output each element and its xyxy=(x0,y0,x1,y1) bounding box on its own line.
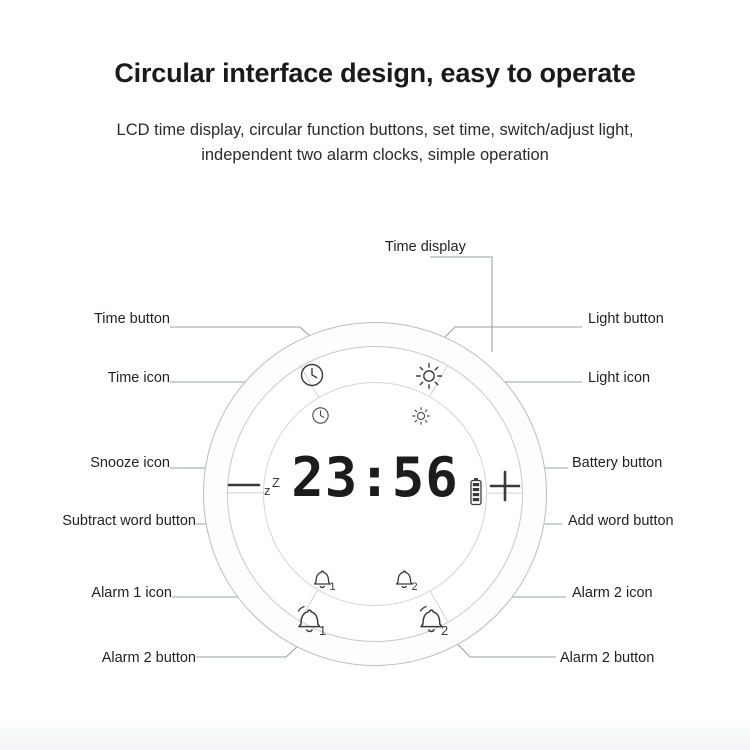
subtitle-line-1: LCD time display, circular function buttons, set time, switch/adjust light, xyxy=(116,121,634,139)
label-light-icon: Light icon xyxy=(588,370,651,386)
sun-icon[interactable] xyxy=(415,362,443,390)
add-button[interactable] xyxy=(489,470,521,502)
svg-text:z: z xyxy=(264,483,271,498)
label-alarm-2-button-right: Alarm 2 button xyxy=(560,650,655,666)
label-add-word-button: Add word button xyxy=(568,513,674,529)
alarm-2-button[interactable] xyxy=(415,604,453,640)
svg-text:Z: Z xyxy=(272,475,280,490)
subtitle-line-2: independent two alarm clocks, simple operation xyxy=(201,146,549,164)
label-time-icon: Time icon xyxy=(107,370,170,386)
clock-icon[interactable] xyxy=(299,362,325,388)
label-time-display: Time display xyxy=(385,239,466,255)
label-time-button: Time button xyxy=(93,311,170,327)
page-title: Circular interface design, easy to operate xyxy=(114,58,636,88)
sun-icon xyxy=(411,406,431,426)
svg-text:2: 2 xyxy=(411,581,418,592)
lcd-time-display: 23:56 xyxy=(291,446,459,509)
bottom-gradient xyxy=(0,716,750,750)
bell-icon xyxy=(391,566,419,592)
snooze-icon xyxy=(263,474,289,498)
clock-icon xyxy=(311,406,330,425)
label-alarm-2-button-left: Alarm 2 button xyxy=(101,650,196,666)
label-subtract-word-button: Subtract word button xyxy=(62,513,196,529)
svg-text:1: 1 xyxy=(329,581,336,592)
label-alarm-2-icon: Alarm 2 icon xyxy=(572,585,653,601)
bell-icon xyxy=(309,566,337,592)
alarm-1-button[interactable] xyxy=(293,604,331,640)
subtract-button[interactable] xyxy=(227,478,261,492)
alarm-clock-device xyxy=(203,322,547,666)
svg-text:1: 1 xyxy=(319,623,327,638)
label-snooze-icon: Snooze icon xyxy=(90,455,170,471)
label-battery-button: Battery button xyxy=(572,455,663,471)
svg-text:2: 2 xyxy=(441,623,449,638)
battery-icon[interactable] xyxy=(468,477,484,507)
label-alarm-1-icon: Alarm 1 icon xyxy=(91,585,172,601)
label-light-button: Light button xyxy=(588,311,664,327)
